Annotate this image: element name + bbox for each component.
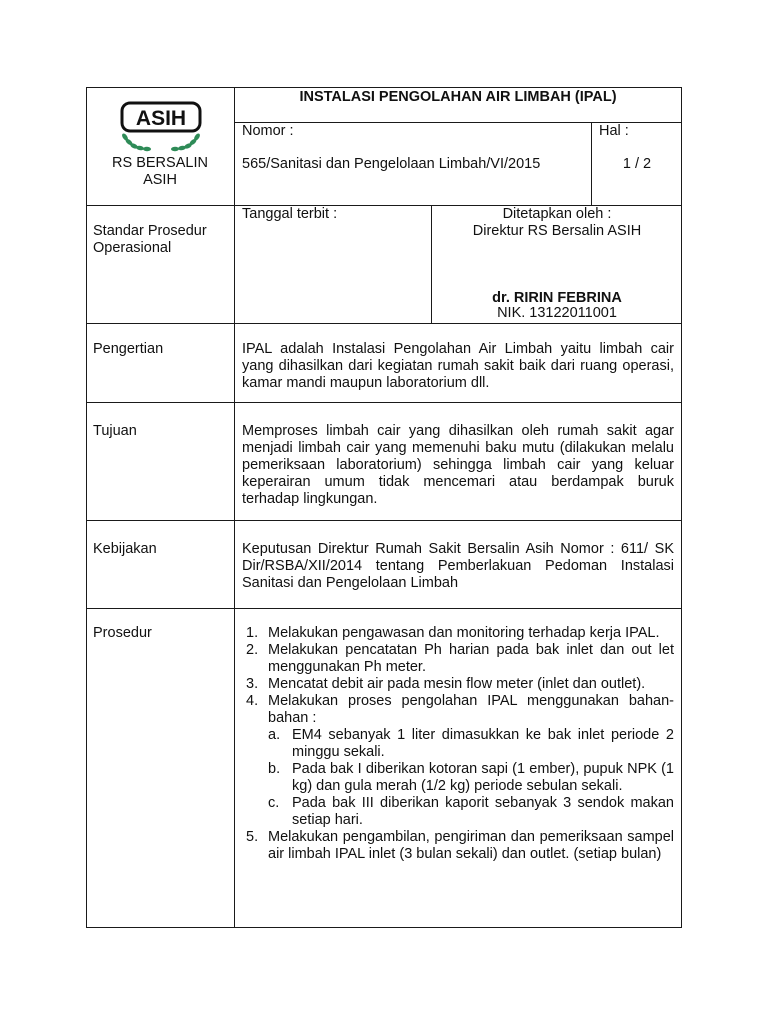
step-4 [242, 693, 674, 829]
substep-b-num: b. [268, 761, 281, 777]
column-divider [234, 87, 235, 928]
nomor-label: Nomor : [242, 123, 294, 139]
sop-row-line [86, 323, 682, 324]
substep-b-text: Pada bak I diberikan kotoran sapi (1 ember), pupuk NPK (1 kg) dan gula merah (1/2 kg) periode sebulan sekali. [292, 761, 674, 794]
kebijakan-row-line [86, 608, 682, 609]
tanggal-terbit-label: Tanggal terbit : [242, 206, 338, 222]
ditetapkan-label: Ditetapkan oleh : [502, 206, 612, 222]
substep-c [268, 795, 674, 829]
step-4-num: 4. [246, 693, 259, 709]
logo-text: ASIH [135, 107, 187, 130]
sop-label-line1: Standar Prosedur [93, 223, 207, 239]
sop-document [86, 87, 682, 928]
substep-c-num: c. [268, 795, 280, 811]
hospital-name-line2: ASIH [143, 172, 177, 188]
pengertian-label: Pengertian [93, 341, 164, 357]
substep-a-num: a. [268, 727, 281, 743]
step-1 [242, 625, 674, 642]
hospital-name-line1: RS BERSALIN [112, 155, 208, 171]
step-4-text: Melakukan proses pengolahan IPAL menggunakan bahan-bahan : [268, 693, 674, 726]
kebijakan-label: Kebijakan [93, 541, 157, 557]
step-3-text: Mencatat debit air pada mesin flow meter (inlet dan outlet). [268, 676, 646, 692]
step-2-num: 2. [246, 642, 259, 658]
hal-label: Hal : [599, 123, 629, 139]
signer-nik: NIK. 13122011001 [497, 305, 617, 321]
ditetapkan-by: Direktur RS Bersalin ASIH [472, 223, 642, 239]
border-bottom [86, 927, 682, 928]
step-3-num: 3. [246, 676, 259, 692]
step-5 [242, 829, 674, 863]
step-2 [242, 642, 674, 676]
nomor-value: 565/Sanitasi dan Pengelolaan Limbah/VI/2015 [242, 156, 541, 172]
step-5-text: Melakukan pengambilan, pengiriman dan pemeriksaan sampel air limbah IPAL inlet (3 bulan sekali) dan outlet. (setiap bulan) [268, 829, 674, 862]
ditetapkan-oleh [432, 206, 682, 240]
hospital-name [86, 155, 234, 189]
tujuan-text: Memproses limbah cair yang dihasilkan oleh rumah sakit agar menjadi limbah cair yang memenuhi baku mutu (dilakukan melalu pemeriksaan laboratorium) sehingga limbah cair yang keluar keperairan umum tidak mencemari atau berdampak buruk terhadap lingkungan. [242, 423, 674, 507]
hospital-logo [116, 97, 206, 157]
substep-a [268, 727, 674, 761]
prosedur-label: Prosedur [93, 625, 152, 641]
prosedur-steps [242, 625, 674, 863]
kebijakan-text: Keputusan Direktur Rumah Sakit Bersalin Asih Nomor : 611/ SK Dir/RSBA/XII/2014 tentang Pemberlakuan Pedoman Instalasi Sanitasi dan Pengelolaan Limbah [242, 541, 674, 591]
sop-label [93, 223, 207, 257]
signer-name: dr. RIRIN FEBRINA [492, 290, 622, 306]
substep-a-text: EM4 sebanyak 1 liter dimasukkan ke bak inlet periode 2 minggu sekali. [292, 727, 674, 760]
border-left [86, 87, 87, 928]
tujuan-label: Tujuan [93, 423, 137, 439]
border-top [86, 87, 682, 88]
pengertian-row-line [86, 402, 682, 403]
tujuan-row-line [86, 520, 682, 521]
step-1-num: 1. [246, 625, 259, 641]
step-5-num: 5. [246, 829, 259, 845]
step-1-text: Melakukan pengawasan dan monitoring terhadap kerja IPAL. [268, 625, 660, 641]
substep-c-text: Pada bak III diberikan kaporit sebanyak 3 sendok makan setiap hari. [292, 795, 674, 828]
sop-label-line2: Operasional [93, 240, 172, 256]
document-title: INSTALASI PENGOLAHAN AIR LIMBAH (IPAL) [299, 89, 617, 105]
pengertian-text: IPAL adalah Instalasi Pengolahan Air Limbah yaitu limbah cair yang dihasilkan dari kegiatan rumah sakit baik dari ruang operasi, kamar mandi maupun laboratorium dll. [242, 341, 674, 391]
step-3 [242, 676, 674, 693]
substep-b [268, 761, 674, 795]
step-2-text: Melakukan pencatatan Ph harian pada bak inlet dan out let menggunakan Ph meter. [268, 642, 674, 675]
hal-value: 1 / 2 [622, 156, 652, 172]
